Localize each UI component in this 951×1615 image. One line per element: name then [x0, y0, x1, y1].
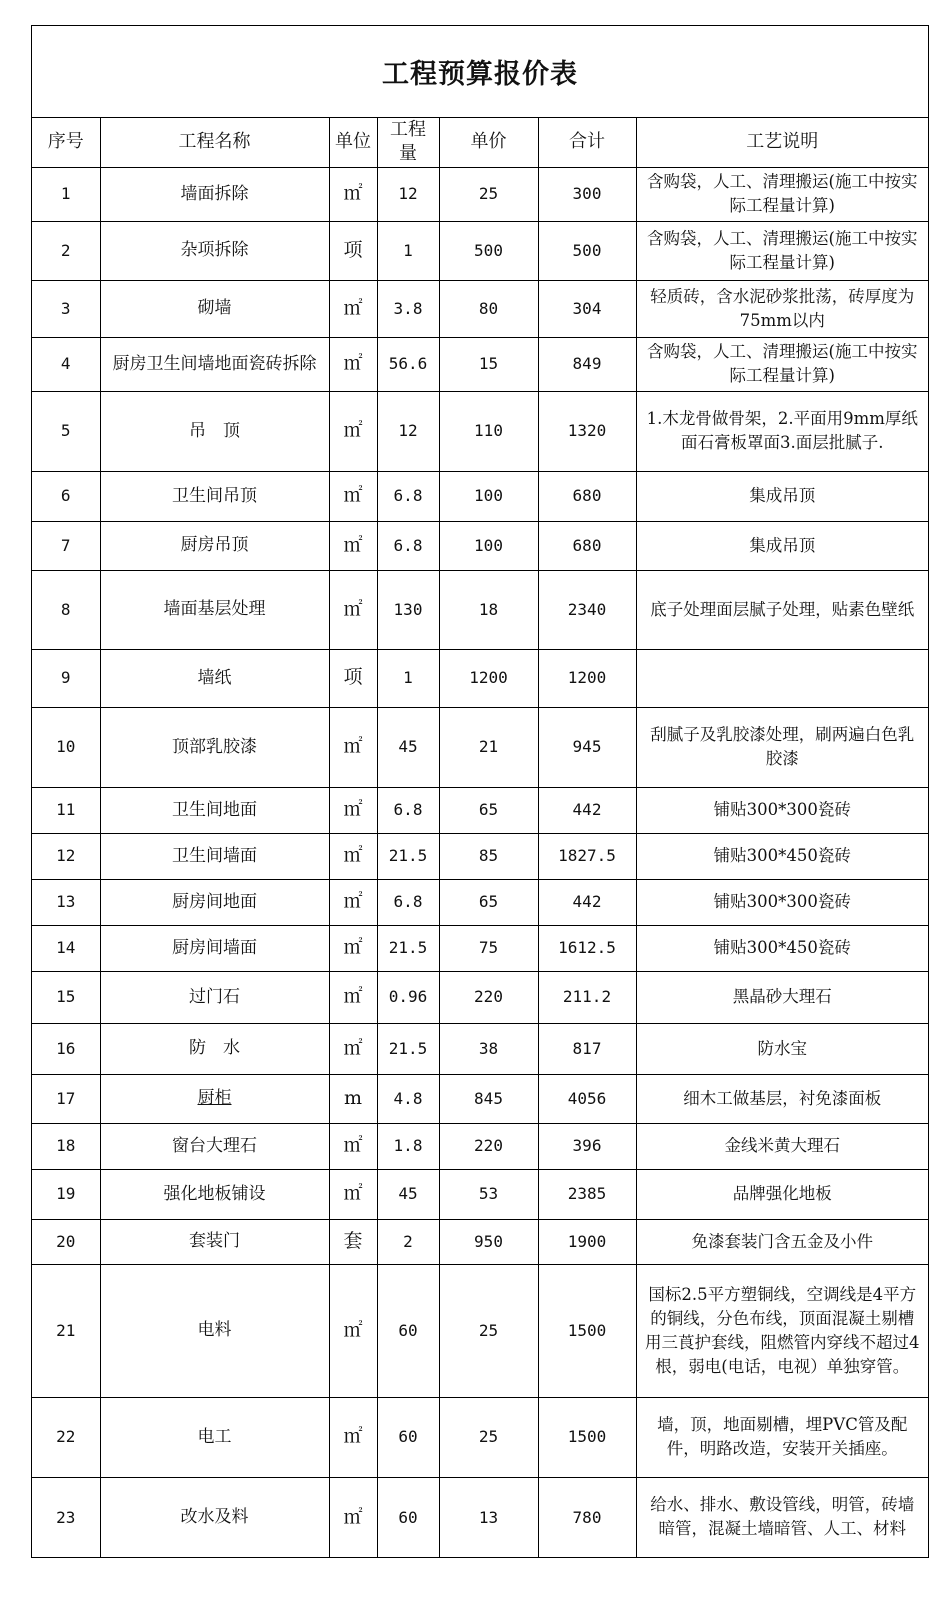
row-total-cell: 680 — [538, 521, 636, 570]
row-desc-cell: 轻质砖，含水泥砂浆批荡，砖厚度为75mm以内 — [636, 280, 928, 337]
row-desc-cell — [636, 649, 928, 707]
row-unit-cell: ㎡ — [329, 1123, 377, 1169]
row-unit-cell: ㎡ — [329, 1169, 377, 1219]
table-row — [32, 925, 928, 971]
table-row — [32, 1023, 928, 1074]
table-row — [32, 1169, 928, 1219]
row-no-cell: 7 — [32, 521, 100, 570]
table-row — [32, 833, 928, 879]
row-qty-cell: 60 — [377, 1397, 439, 1477]
row-qty-cell: 130 — [377, 570, 439, 649]
table-row — [32, 649, 928, 707]
row-no-cell: 10 — [32, 707, 100, 787]
row-unit-cell: ㎡ — [329, 879, 377, 925]
row-total-cell: 442 — [538, 879, 636, 925]
row-price-cell: 845 — [439, 1074, 538, 1123]
row-qty-cell: 60 — [377, 1477, 439, 1557]
row-no-cell: 13 — [32, 879, 100, 925]
row-desc-cell: 底子处理面层腻子处理，贴素色壁纸 — [636, 570, 928, 649]
row-desc-cell: 集成吊顶 — [636, 471, 928, 521]
row-qty-cell: 6.8 — [377, 471, 439, 521]
row-desc-cell: 含购袋，人工、清理搬运(施工中按实际工程量计算) — [636, 221, 928, 280]
row-name-cell: 墙面基层处理 — [100, 570, 329, 649]
row-price-cell: 18 — [439, 570, 538, 649]
sheet-title: 工程预算报价表 — [382, 59, 578, 90]
row-total-cell: 849 — [538, 337, 636, 391]
row-total-cell: 2385 — [538, 1169, 636, 1219]
row-name-cell: 电料 — [100, 1264, 329, 1397]
row-price-cell: 13 — [439, 1477, 538, 1557]
row-name-cell: 厨房吊顶 — [100, 521, 329, 570]
row-total-cell: 4056 — [538, 1074, 636, 1123]
row-no-cell: 22 — [32, 1397, 100, 1477]
row-name-cell: 厨房间墙面 — [100, 925, 329, 971]
row-desc-cell: 黑晶砂大理石 — [636, 971, 928, 1023]
row-no-cell: 20 — [32, 1219, 100, 1264]
row-unit-cell: ㎡ — [329, 833, 377, 879]
row-name-cell: 强化地板铺设 — [100, 1169, 329, 1219]
row-desc-cell: 防水宝 — [636, 1023, 928, 1074]
row-price-cell: 100 — [439, 471, 538, 521]
row-desc-cell: 给水、排水、敷设管线，明管，砖墙暗管，混凝土墙暗管、人工、材料 — [636, 1477, 928, 1557]
row-name-cell: 墙面拆除 — [100, 167, 329, 221]
row-price-cell: 220 — [439, 1123, 538, 1169]
header-qty: 工程量 — [377, 118, 439, 167]
row-total-cell: 1500 — [538, 1397, 636, 1477]
row-price-cell: 21 — [439, 707, 538, 787]
row-unit-cell: 项 — [329, 221, 377, 280]
table-row — [32, 787, 928, 833]
row-qty-cell: 45 — [377, 707, 439, 787]
row-no-cell: 5 — [32, 391, 100, 471]
row-total-cell: 1900 — [538, 1219, 636, 1264]
row-total-cell: 1320 — [538, 391, 636, 471]
row-name-cell: 电工 — [100, 1397, 329, 1477]
row-name-cell: 顶部乳胶漆 — [100, 707, 329, 787]
row-unit-cell: ㎡ — [329, 971, 377, 1023]
row-price-cell: 65 — [439, 787, 538, 833]
title-row — [32, 26, 928, 118]
row-desc-cell: 免漆套装门含五金及小件 — [636, 1219, 928, 1264]
row-price-cell: 25 — [439, 1397, 538, 1477]
row-total-cell: 945 — [538, 707, 636, 787]
row-price-cell: 1200 — [439, 649, 538, 707]
row-qty-cell: 1 — [377, 649, 439, 707]
row-price-cell: 25 — [439, 167, 538, 221]
row-no-cell: 16 — [32, 1023, 100, 1074]
row-no-cell: 3 — [32, 280, 100, 337]
row-desc-cell: 铺贴300*300瓷砖 — [636, 787, 928, 833]
budget-table — [32, 118, 928, 1557]
row-desc-cell: 细木工做基层，衬免漆面板 — [636, 1074, 928, 1123]
row-total-cell: 817 — [538, 1023, 636, 1074]
header-total: 合计 — [538, 118, 636, 167]
row-name-cell: 吊 顶 — [100, 391, 329, 471]
table-row — [32, 1074, 928, 1123]
row-total-cell: 396 — [538, 1123, 636, 1169]
row-unit-cell: m — [329, 1074, 377, 1123]
row-qty-cell: 21.5 — [377, 925, 439, 971]
row-unit-cell: ㎡ — [329, 337, 377, 391]
header-unit: 单位 — [329, 118, 377, 167]
table-row — [32, 1219, 928, 1264]
row-no-cell: 12 — [32, 833, 100, 879]
row-no-cell: 19 — [32, 1169, 100, 1219]
row-qty-cell: 21.5 — [377, 833, 439, 879]
row-qty-cell: 6.8 — [377, 879, 439, 925]
row-name-cell: 砌墙 — [100, 280, 329, 337]
table-row — [32, 879, 928, 925]
header-desc: 工艺说明 — [636, 118, 928, 167]
row-unit-cell: ㎡ — [329, 707, 377, 787]
row-name-cell: 套装门 — [100, 1219, 329, 1264]
row-name-cell: 卫生间吊顶 — [100, 471, 329, 521]
row-unit-cell: ㎡ — [329, 1477, 377, 1557]
row-name-cell: 杂项拆除 — [100, 221, 329, 280]
row-price-cell: 38 — [439, 1023, 538, 1074]
row-name-cell: 窗台大理石 — [100, 1123, 329, 1169]
row-total-cell: 1500 — [538, 1264, 636, 1397]
row-price-cell: 85 — [439, 833, 538, 879]
header-price: 单价 — [439, 118, 538, 167]
row-name-cell: 厨柜 — [100, 1074, 329, 1123]
row-desc-cell: 铺贴300*450瓷砖 — [636, 833, 928, 879]
row-qty-cell: 56.6 — [377, 337, 439, 391]
row-qty-cell: 3.8 — [377, 280, 439, 337]
row-price-cell: 950 — [439, 1219, 538, 1264]
row-price-cell: 110 — [439, 391, 538, 471]
row-unit-cell: ㎡ — [329, 787, 377, 833]
row-total-cell: 1612.5 — [538, 925, 636, 971]
table-row — [32, 280, 928, 337]
row-price-cell: 100 — [439, 521, 538, 570]
row-unit-cell: 项 — [329, 649, 377, 707]
table-body — [32, 167, 928, 1557]
table-row — [32, 521, 928, 570]
row-unit-cell: ㎡ — [329, 391, 377, 471]
row-desc-cell: 金线米黄大理石 — [636, 1123, 928, 1169]
row-price-cell: 80 — [439, 280, 538, 337]
row-no-cell: 4 — [32, 337, 100, 391]
table-row — [32, 1397, 928, 1477]
row-qty-cell: 6.8 — [377, 787, 439, 833]
row-desc-cell: 含购袋，人工、清理搬运(施工中按实际工程量计算) — [636, 167, 928, 221]
row-total-cell: 500 — [538, 221, 636, 280]
row-name-cell: 防 水 — [100, 1023, 329, 1074]
row-no-cell: 9 — [32, 649, 100, 707]
row-name-cell: 过门石 — [100, 971, 329, 1023]
row-no-cell: 18 — [32, 1123, 100, 1169]
row-total-cell: 1827.5 — [538, 833, 636, 879]
row-unit-cell: 套 — [329, 1219, 377, 1264]
row-price-cell: 65 — [439, 879, 538, 925]
row-price-cell: 53 — [439, 1169, 538, 1219]
table-row — [32, 221, 928, 280]
row-desc-cell: 1.木龙骨做骨架，2.平面用9mm厚纸面石膏板罩面3.面层批腻子. — [636, 391, 928, 471]
row-qty-cell: 12 — [377, 391, 439, 471]
row-name-cell: 卫生间墙面 — [100, 833, 329, 879]
row-no-cell: 17 — [32, 1074, 100, 1123]
row-total-cell: 680 — [538, 471, 636, 521]
row-total-cell: 300 — [538, 167, 636, 221]
row-price-cell: 220 — [439, 971, 538, 1023]
row-total-cell: 1200 — [538, 649, 636, 707]
row-no-cell: 2 — [32, 221, 100, 280]
row-qty-cell: 6.8 — [377, 521, 439, 570]
row-no-cell: 14 — [32, 925, 100, 971]
table-row — [32, 1264, 928, 1397]
header-no: 序号 — [32, 118, 100, 167]
budget-sheet — [31, 25, 929, 1558]
row-unit-cell: ㎡ — [329, 570, 377, 649]
row-unit-cell: ㎡ — [329, 925, 377, 971]
row-unit-cell: ㎡ — [329, 280, 377, 337]
table-row — [32, 707, 928, 787]
row-no-cell: 15 — [32, 971, 100, 1023]
row-desc-cell: 含购袋，人工、清理搬运(施工中按实际工程量计算) — [636, 337, 928, 391]
row-unit-cell: ㎡ — [329, 1264, 377, 1397]
row-total-cell: 211.2 — [538, 971, 636, 1023]
row-qty-cell: 60 — [377, 1264, 439, 1397]
row-unit-cell: ㎡ — [329, 471, 377, 521]
row-total-cell: 304 — [538, 280, 636, 337]
row-name-cell: 厨房间地面 — [100, 879, 329, 925]
row-qty-cell: 4.8 — [377, 1074, 439, 1123]
row-no-cell: 23 — [32, 1477, 100, 1557]
row-qty-cell: 2 — [377, 1219, 439, 1264]
row-unit-cell: ㎡ — [329, 1397, 377, 1477]
row-no-cell: 11 — [32, 787, 100, 833]
row-desc-cell: 国标2.5平方塑铜线，空调线是4平方的铜线，分色布线，顶面混凝土剔槽用三莨护套线，阻燃管内穿线不超过4根，弱电(电话，电视）单独穿管。 — [636, 1264, 928, 1397]
row-price-cell: 15 — [439, 337, 538, 391]
row-name-cell: 厨房卫生间墙地面瓷砖拆除 — [100, 337, 329, 391]
table-row — [32, 337, 928, 391]
row-no-cell: 1 — [32, 167, 100, 221]
row-desc-cell: 铺贴300*450瓷砖 — [636, 925, 928, 971]
row-qty-cell: 1 — [377, 221, 439, 280]
row-desc-cell: 集成吊顶 — [636, 521, 928, 570]
row-price-cell: 75 — [439, 925, 538, 971]
table-row — [32, 570, 928, 649]
row-unit-cell: ㎡ — [329, 1023, 377, 1074]
header-name: 工程名称 — [100, 118, 329, 167]
row-total-cell: 442 — [538, 787, 636, 833]
row-desc-cell: 墙，顶，地面剔槽，埋PVC管及配件，明路改造，安装开关插座。 — [636, 1397, 928, 1477]
row-price-cell: 500 — [439, 221, 538, 280]
row-qty-cell: 12 — [377, 167, 439, 221]
row-qty-cell: 0.96 — [377, 971, 439, 1023]
table-row — [32, 167, 928, 221]
row-desc-cell: 品牌强化地板 — [636, 1169, 928, 1219]
row-total-cell: 2340 — [538, 570, 636, 649]
row-no-cell: 6 — [32, 471, 100, 521]
row-desc-cell: 刮腻子及乳胶漆处理，刷两遍白色乳胶漆 — [636, 707, 928, 787]
row-name-cell: 改水及料 — [100, 1477, 329, 1557]
header-row — [32, 118, 928, 167]
row-price-cell: 25 — [439, 1264, 538, 1397]
row-total-cell: 780 — [538, 1477, 636, 1557]
row-no-cell: 8 — [32, 570, 100, 649]
table-row — [32, 1123, 928, 1169]
table-row — [32, 471, 928, 521]
row-desc-cell: 铺贴300*300瓷砖 — [636, 879, 928, 925]
row-name-cell: 卫生间地面 — [100, 787, 329, 833]
row-no-cell: 21 — [32, 1264, 100, 1397]
table-row — [32, 971, 928, 1023]
table-row — [32, 391, 928, 471]
row-qty-cell: 1.8 — [377, 1123, 439, 1169]
row-unit-cell: ㎡ — [329, 521, 377, 570]
row-name-cell: 墙纸 — [100, 649, 329, 707]
table-row — [32, 1477, 928, 1557]
row-qty-cell: 45 — [377, 1169, 439, 1219]
row-qty-cell: 21.5 — [377, 1023, 439, 1074]
row-unit-cell: ㎡ — [329, 167, 377, 221]
